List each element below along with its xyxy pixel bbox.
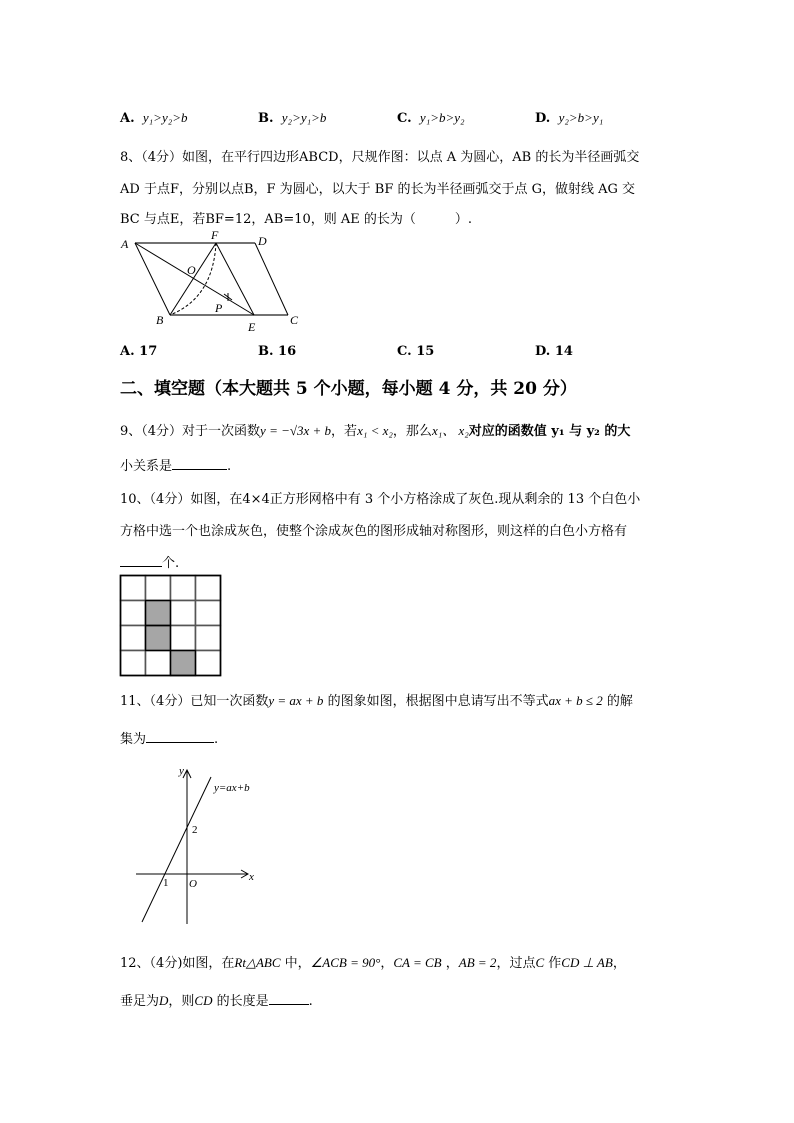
q10-answer-blank[interactable]	[120, 554, 162, 567]
q9-formula: y = −√3x + b	[260, 423, 332, 438]
q9-line-1: 9、（4分）对于一次函数y = −√3x + b，若x₁ < x₂，那么x₁、 x₂对应的函数值 y₁ 与 y₂ 的大	[120, 423, 631, 439]
q11-answer-blank[interactable]	[146, 730, 214, 743]
grid-cell-white	[171, 576, 196, 601]
q10-line-1: 10、（4分）如图，在4×4正方形网格中有 3 个小方格涂成了灰色.现从剩余的 13 个白色小	[120, 492, 641, 507]
q7-option-d[interactable]: D. y₂>b>y₁	[535, 110, 604, 126]
line-label: y=ax+b	[214, 782, 250, 794]
q12-line-2: 垂足为D，则CD 的长度是 .	[120, 993, 313, 1009]
grid-cell-white	[121, 626, 146, 651]
grid-cell-white	[121, 651, 146, 676]
function-line	[142, 777, 211, 922]
q8-option-a[interactable]: A. 17	[120, 344, 158, 359]
q8-option-b[interactable]: B. 16	[258, 344, 297, 359]
q8-line-2: AD 于点F，分别以点B，F 为圆心，以大于 BF 的长为半径画弧交于点 G，做射线 AG 交	[120, 182, 636, 197]
x-intercept-label: 1	[163, 877, 169, 889]
q11-function-graph	[130, 762, 270, 928]
label-d: D	[258, 234, 267, 248]
grid-cell-gray	[146, 626, 171, 651]
label-b: B	[156, 313, 164, 327]
q12-line-1: 12、（4分)如图，在Rt△ABC 中，∠ACB = 90°，CA = CB ，AB = 2，过点C 作CD ⊥ AB，	[120, 955, 626, 971]
y-intercept-label: 2	[192, 824, 198, 836]
grid-cell-gray	[171, 651, 196, 676]
grid-cell-white	[121, 576, 146, 601]
grid-cell-white	[196, 651, 221, 676]
q11-line-2: 集为 .	[120, 732, 219, 747]
q10-grid-figure	[119, 574, 222, 677]
label-o: O	[187, 263, 196, 277]
label-f: F	[211, 228, 219, 242]
q10-line-3: 个.	[120, 552, 179, 571]
grid-cell-white	[146, 651, 171, 676]
origin-label: O	[189, 878, 197, 890]
y-axis-label: y	[179, 765, 184, 777]
label-c: C	[290, 313, 299, 327]
grid-cell-white	[171, 626, 196, 651]
q10-line-2: 方格中选一个也涂成灰色，使整个涂成灰色的图形成轴对称图形，则这样的白色小方格有	[120, 524, 628, 539]
q9-line-2: 小关系是 .	[120, 459, 232, 474]
q11-inequality: ax + b ≤ 2	[548, 693, 603, 708]
grid-cell-white	[196, 576, 221, 601]
q7-option-c[interactable]: C. y₁>b>y₂	[397, 110, 465, 126]
grid-cell-white	[196, 601, 221, 626]
side-dc	[255, 243, 288, 315]
q9-answer-blank[interactable]	[172, 457, 227, 470]
grid-cell-white	[171, 601, 196, 626]
q7-option-a[interactable]: A. y₁>y₂>b	[120, 110, 188, 126]
section-title-fill-in: 二、填空题（本大题共 5 个小题，每小题 4 分，共 20 分）	[120, 379, 577, 399]
q8-parallelogram-figure	[115, 228, 315, 336]
segment-bf	[170, 243, 216, 315]
q7-option-b[interactable]: B. y₂>y₁>b	[258, 110, 327, 126]
grid-cell-white	[146, 576, 171, 601]
grid-cell-gray	[146, 601, 171, 626]
q8-option-c[interactable]: C. 15	[397, 344, 435, 359]
label-p: P	[215, 301, 223, 315]
q12-answer-blank[interactable]	[269, 992, 309, 1005]
q8-line-1: 8、（4分）如图，在平行四边形ABCD，尺规作图：以点 A 为圆心，AB 的长为半径画弧交	[120, 150, 640, 165]
q11-line-1: 11、（4分）已知一次函数y = ax + b 的图象如图，根据图中息请写出不等式ax + b ≤ 2 的解	[120, 693, 633, 709]
label-a: A	[121, 237, 129, 251]
q8-line-3: BC 与点E，若BF=12，AB=10，则 AE 的长为（ ）.	[120, 212, 473, 227]
q8-option-d[interactable]: D. 14	[535, 344, 573, 359]
grid-cell-white	[196, 626, 221, 651]
label-e: E	[248, 320, 256, 334]
x-axis-label: x	[249, 871, 254, 883]
q11-formula: y = ax + b	[268, 693, 324, 708]
grid-cell-white	[121, 601, 146, 626]
